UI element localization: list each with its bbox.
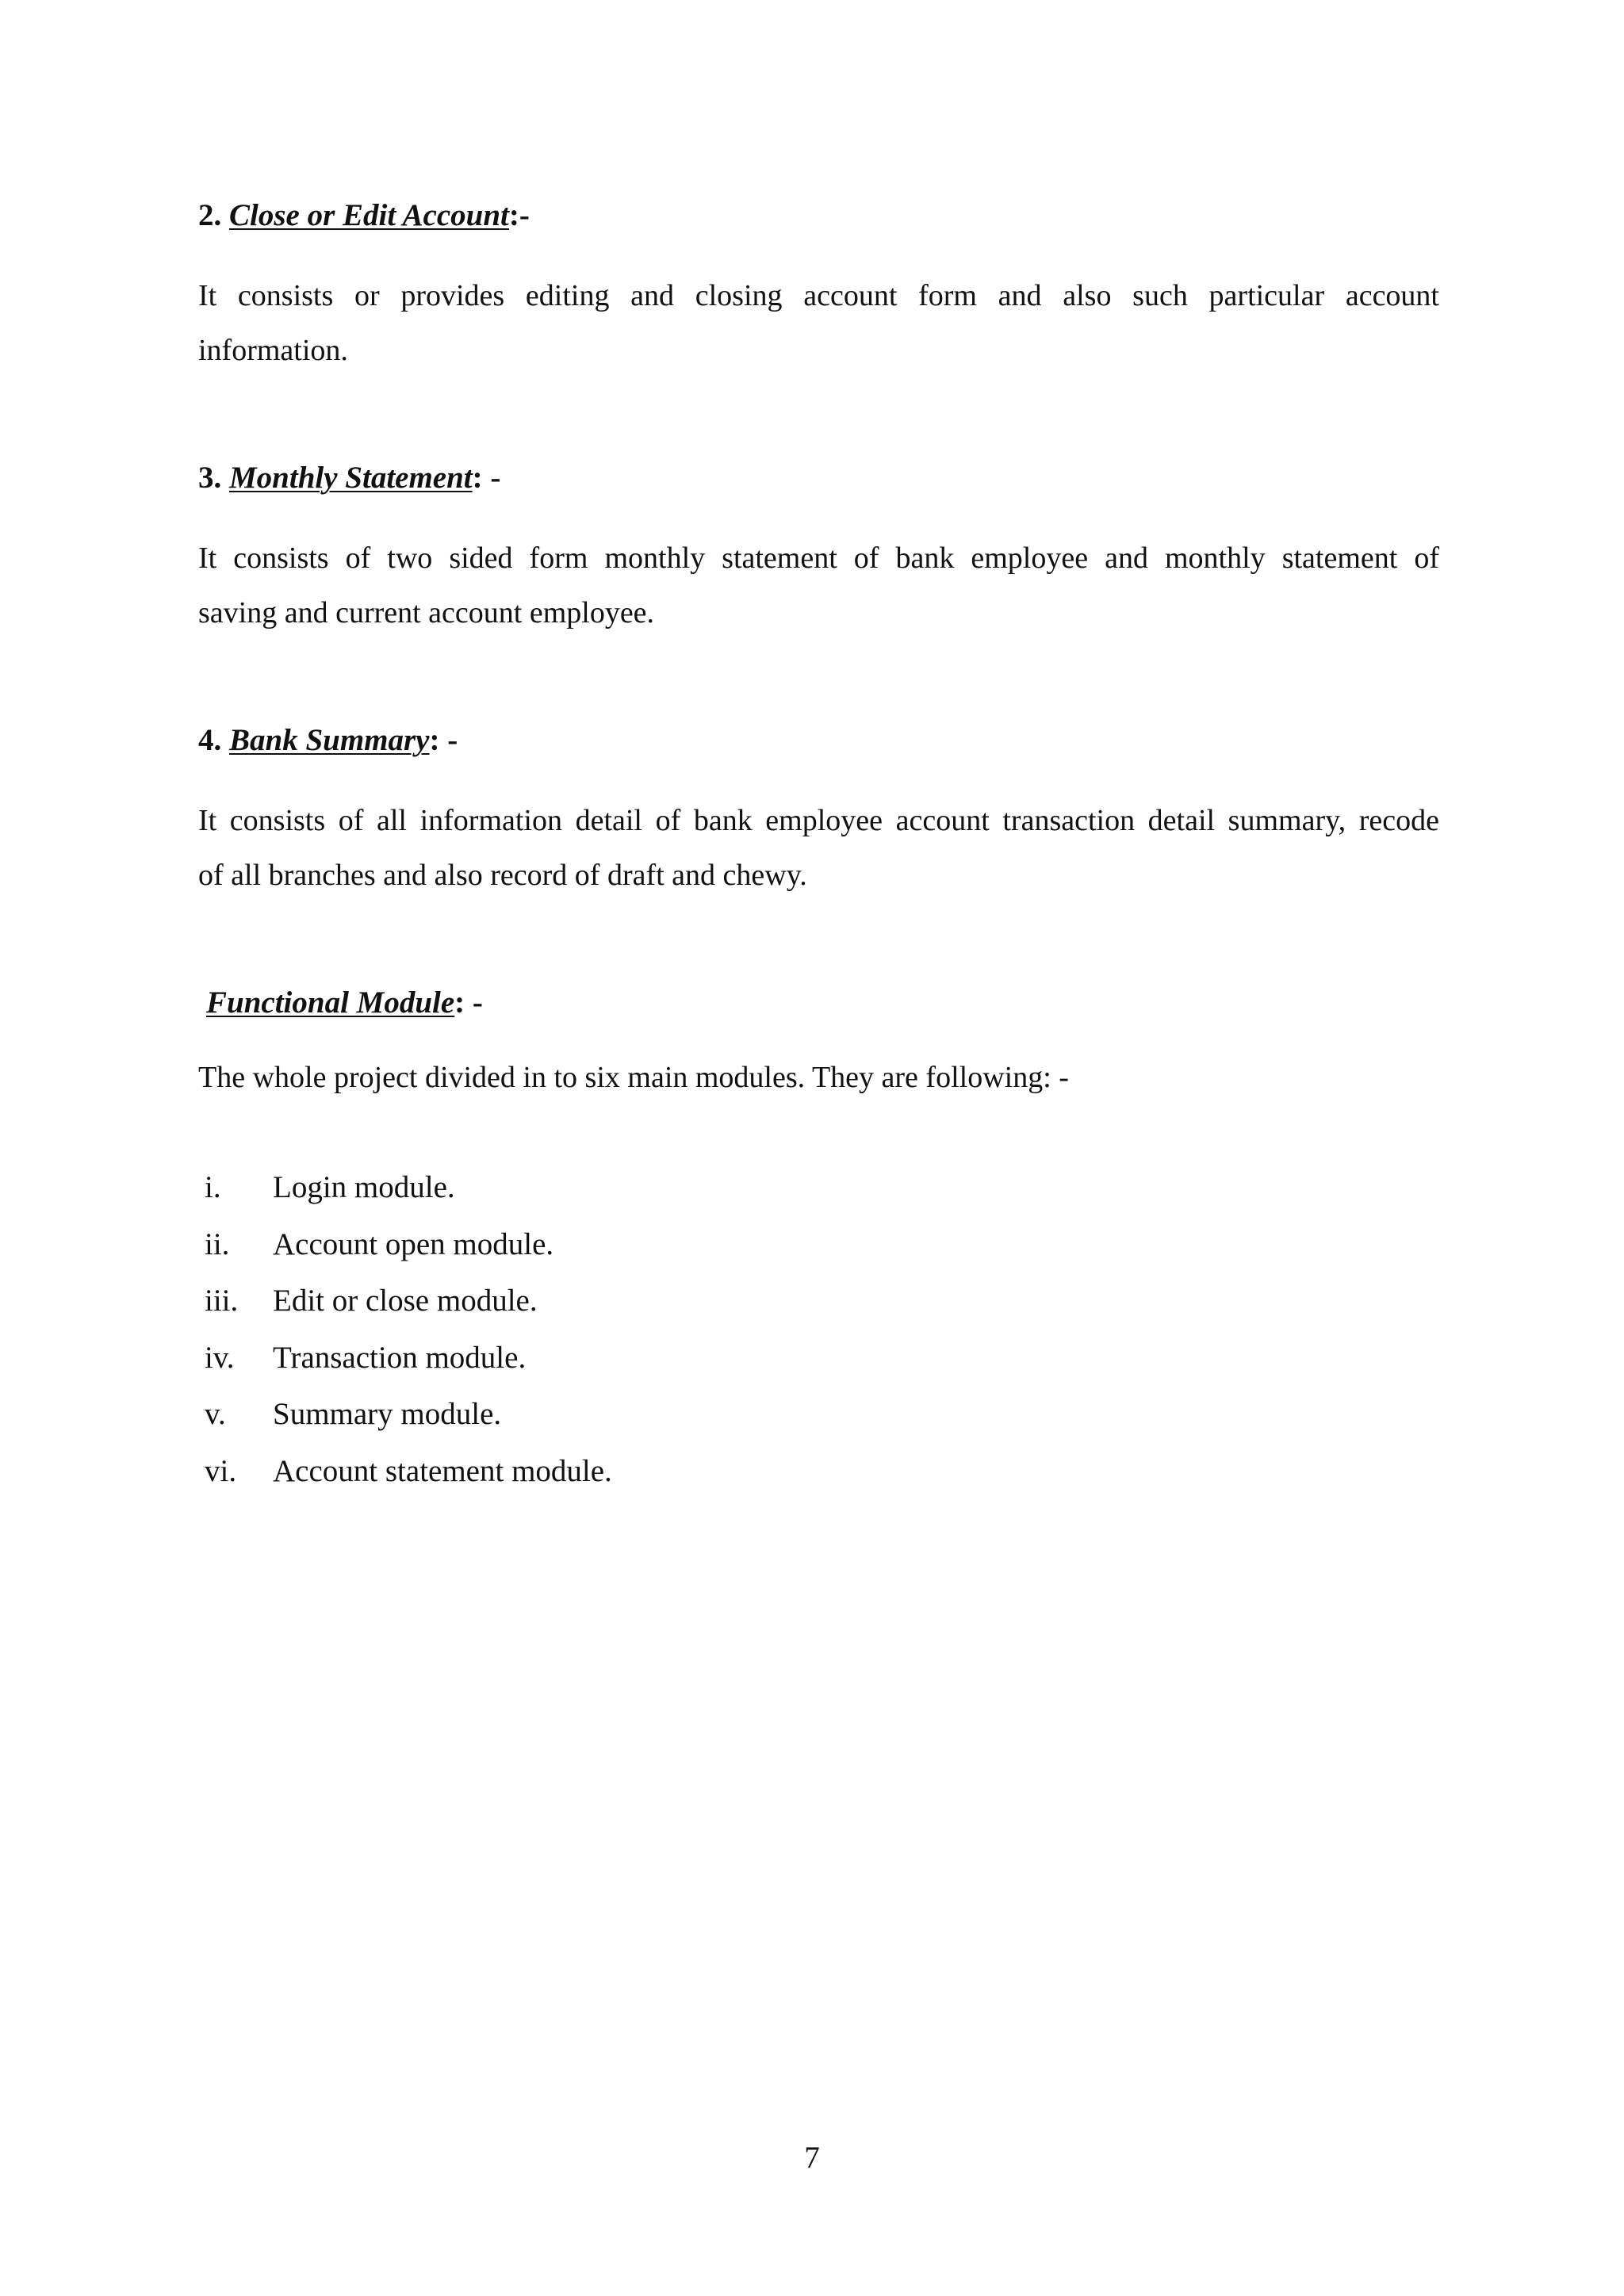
- list-item-text: Account open module.: [273, 1226, 554, 1261]
- list-item-number: iii.: [205, 1284, 239, 1318]
- list-item-number: iv.: [205, 1340, 235, 1375]
- section-body: [198, 543, 1439, 652]
- list-item: [205, 1226, 612, 1286]
- list-item-number: v.: [205, 1397, 226, 1431]
- section-heading: [198, 200, 530, 231]
- section-heading: [198, 462, 500, 493]
- body-line: saving and current account employee.: [198, 596, 655, 629]
- functional-module-suffix: : -: [454, 985, 483, 1020]
- list-item-text: Summary module.: [273, 1397, 502, 1431]
- list-item-number: i.: [205, 1170, 221, 1204]
- functional-module-intro: The whole project divided in to six main modules. They are following: -: [198, 1061, 1069, 1094]
- body-line: It consists of all information detail of bank employee account transaction detail summary, recode: [198, 804, 1439, 837]
- module-list: [205, 1172, 612, 1512]
- list-item: [205, 1453, 612, 1513]
- list-item-number: ii.: [205, 1226, 230, 1261]
- page-number: 7: [804, 2141, 820, 2175]
- list-item: [205, 1342, 612, 1399]
- body-line: information.: [198, 334, 348, 367]
- section-suffix: : -: [472, 461, 501, 495]
- functional-module-title: Functional Module: [206, 985, 455, 1020]
- list-item: [205, 1172, 612, 1229]
- section-suffix: :-: [508, 198, 530, 232]
- section-number: 2.: [198, 198, 222, 232]
- list-item: [205, 1399, 612, 1456]
- list-item: [205, 1285, 612, 1342]
- list-item-text: Account statement module.: [273, 1453, 612, 1488]
- section-title: Close or Edit Account: [229, 198, 509, 232]
- list-item-text: Transaction module.: [273, 1340, 527, 1375]
- body-line: It consists of two sided form monthly statement of bank employee and monthly statement of: [198, 541, 1439, 575]
- list-item-number: vi.: [205, 1453, 237, 1488]
- section-suffix: : -: [429, 723, 458, 757]
- section-title: Bank Summary: [229, 723, 430, 757]
- body-line: It consists or provides editing and closing account form and also such particular account: [198, 279, 1439, 312]
- list-item-text: Login module.: [273, 1170, 455, 1204]
- section-heading: [198, 725, 458, 756]
- list-item-text: Edit or close module.: [273, 1284, 538, 1318]
- functional-module-heading: [206, 987, 483, 1018]
- section-number: 3.: [198, 461, 222, 495]
- section-title: Monthly Statement: [229, 461, 473, 495]
- section-number: 4.: [198, 723, 222, 757]
- section-body: [198, 281, 1439, 390]
- body-line: of all branches and also record of draft and chewy.: [198, 859, 807, 892]
- section-body: [198, 806, 1439, 915]
